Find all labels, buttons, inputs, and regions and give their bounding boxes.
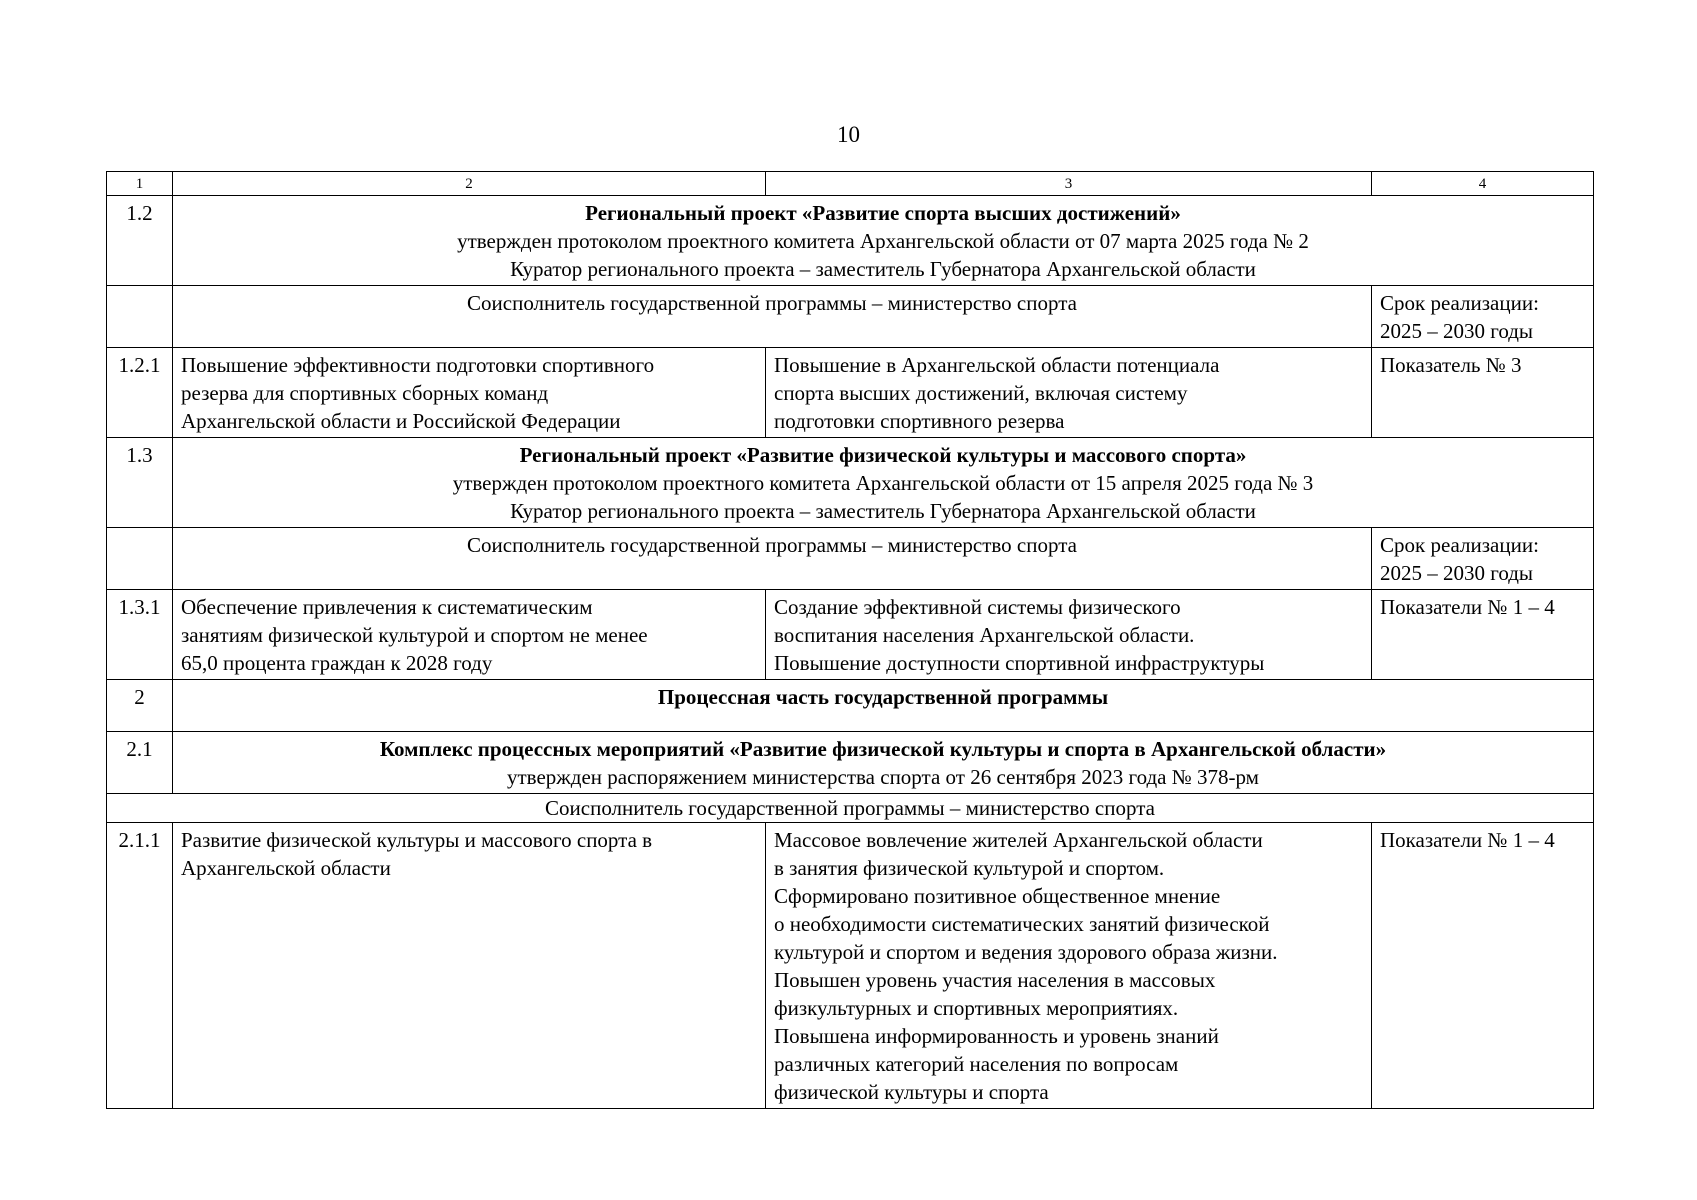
term-cell — [1372, 528, 1594, 590]
row-number: 1.3 — [107, 438, 173, 528]
curator-line: Куратор регионального проекта – заместитель Губернатора Архангельской области — [510, 257, 1256, 281]
approval-line: утвержден протоколом проектного комитета Архангельской области от 07 марта 2025 года № 2 — [457, 229, 1309, 253]
coexecutor-row-2-1 — [107, 794, 1594, 823]
coexecutor-text: Соисполнитель государственной программы – министерство спорта — [173, 286, 1372, 348]
row-number: 2.1 — [107, 732, 173, 794]
curator-line: Куратор регионального проекта – заместитель Губернатора Архангельской области — [510, 499, 1256, 523]
col-header-4: 4 — [1372, 172, 1594, 196]
approval-line: утвержден распоряжением министерства спорта от 26 сентября 2023 года № 378-рм — [507, 765, 1259, 789]
task-text: Обеспечение привлечения к систематическим занятиям физической культурой и спортом не менее 65,0 процента граждан к 2028 году — [173, 590, 766, 680]
section-row-2-1 — [107, 732, 1594, 794]
coexecutor-row-1-3 — [107, 528, 1594, 590]
coexecutor-text: Соисполнитель государственной программы – министерство спорта — [107, 794, 1594, 823]
section-row-1-3 — [107, 438, 1594, 528]
coexecutor-text: Соисполнитель государственной программы – министерство спорта — [173, 528, 1372, 590]
result-text: Повышение в Архангельской области потенциала спорта высших достижений, включая систему подготовки спортивного резерва — [766, 348, 1372, 438]
result-text: Создание эффективной системы физического воспитания населения Архангельской области. Повышение доступности спортивной инфраструктуры — [766, 590, 1372, 680]
row-number: 2.1.1 — [107, 823, 173, 1109]
section-heading — [173, 196, 1594, 286]
term-value: 2025 – 2030 годы — [1380, 319, 1534, 343]
col-header-1: 1 — [107, 172, 173, 196]
task-text: Развитие физической культуры и массового спорта в Архангельской области — [173, 823, 766, 1109]
row-number: 1.2 — [107, 196, 173, 286]
task-row-1-3-1 — [107, 590, 1594, 680]
row-number: 1.2.1 — [107, 348, 173, 438]
section-title: Региональный проект «Развитие физической культуры и массового спорта» — [519, 443, 1247, 467]
row-number: 2 — [107, 680, 173, 732]
section-row-1-2 — [107, 196, 1594, 286]
section-row-2 — [107, 680, 1594, 732]
column-number-row — [107, 172, 1594, 196]
section-title: Региональный проект «Развитие спорта высших достижений» — [585, 201, 1181, 225]
task-row-1-2-1 — [107, 348, 1594, 438]
task-text: Повышение эффективности подготовки спортивного резерва для спортивных сборных команд Архангельской области и Российской Федерации — [173, 348, 766, 438]
col-header-2: 2 — [173, 172, 766, 196]
task-row-2-1-1 — [107, 823, 1594, 1109]
indicator-text: Показатели № 1 – 4 — [1372, 823, 1594, 1109]
term-label: Срок реализации: — [1380, 533, 1539, 557]
indicator-text: Показатели № 1 – 4 — [1372, 590, 1594, 680]
term-label: Срок реализации: — [1380, 291, 1539, 315]
program-table — [106, 171, 1594, 1109]
page-number: 10 — [837, 122, 860, 147]
row-number: 1.3.1 — [107, 590, 173, 680]
section-heading — [173, 732, 1594, 794]
term-value: 2025 – 2030 годы — [1380, 561, 1534, 585]
col-header-3: 3 — [766, 172, 1372, 196]
section-heading — [173, 438, 1594, 528]
term-cell — [1372, 286, 1594, 348]
coexecutor-row-1-2 — [107, 286, 1594, 348]
result-text: Массовое вовлечение жителей Архангельской области в занятия физической культурой и спортом. Сформировано позитивное общественное мнение о необходимости систематических занятий физической культурой и спортом и ведения здорового образа жизни. Повышен уровень участия населения в массовых физкультурных и спортивных мероприятиях. Повышена информированность и уровень знаний различных категорий населения по вопросам физической культуры и спорта — [766, 823, 1372, 1109]
indicator-text: Показатель № 3 — [1372, 348, 1594, 438]
approval-line: утвержден протоколом проектного комитета Архангельской области от 15 апреля 2025 года № 3 — [452, 471, 1314, 495]
section-title: Комплекс процессных мероприятий «Развитие физической культуры и спорта в Архангельской области» — [379, 737, 1387, 761]
section-title: Процессная часть государственной программы — [173, 680, 1594, 732]
